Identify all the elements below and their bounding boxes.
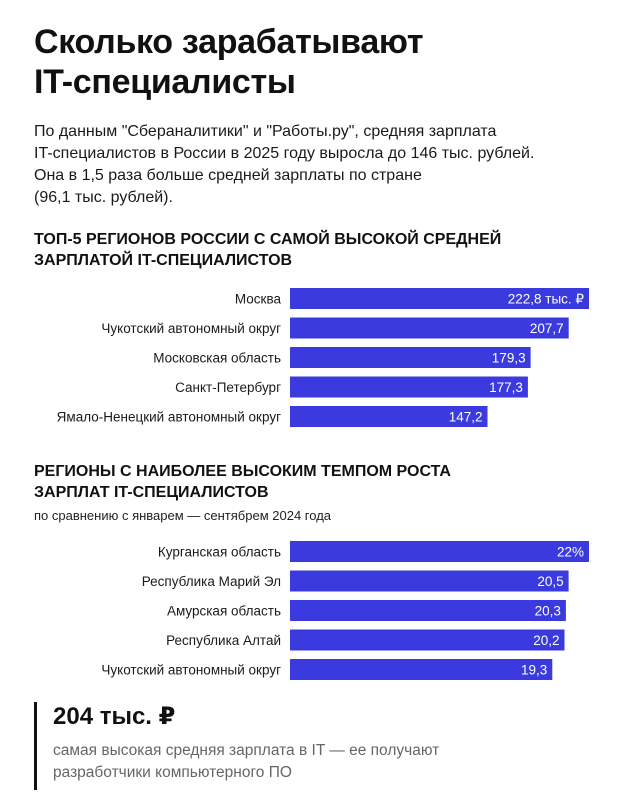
- growth-region-label-2: Республика Марий Эл: [141, 574, 281, 589]
- highlight-line-1: самая высокая средняя зарплата в IT — ее получают: [53, 742, 440, 759]
- top-region-label-4: Санкт-Петербург: [175, 380, 281, 395]
- growth-region-label-4: Республика Алтай: [166, 633, 281, 648]
- growth-regions-chart-subtitle: по сравнению с январем — сентябрем 2024 года: [34, 508, 332, 523]
- top-region-label-5: Ямало-Ненецкий автономный округ: [56, 409, 281, 425]
- highlight-description: [53, 740, 613, 784]
- growth-regions-chart-title: [34, 461, 604, 503]
- page-title-line-2: IT-специалисты: [34, 63, 296, 101]
- growth-region-bar-5: [290, 659, 552, 680]
- top-regions-bar-chart-svg: [0, 286, 624, 436]
- top-region-label-3: Московская область: [153, 350, 281, 366]
- growth-region-bar-1: [290, 541, 589, 562]
- top-region-label-1: Москва: [234, 291, 281, 307]
- top-region-value-5: 147,2: [448, 409, 483, 425]
- growth-region-value-1: 22%: [556, 544, 584, 560]
- growth-region-value-4: 20,2: [533, 633, 560, 648]
- intro-line-2: IT-специалистов в России в 2025 году выросла до 146 тыс. рублей.: [34, 145, 535, 162]
- growth-region-label-1: Курганская область: [157, 544, 281, 560]
- top-region-bar-2: [290, 318, 569, 339]
- growth-region-value-3: 20,3: [534, 603, 561, 619]
- growth-regions-bar-chart: [0, 539, 624, 689]
- growth-region-bar-4: [290, 630, 565, 651]
- top-regions-title-line-2: ЗАРПЛАТОЙ IT-СПЕЦИАЛИСТОВ: [34, 252, 293, 269]
- growth-region-label-5: Чукотский автономный округ: [101, 662, 281, 678]
- highlight-callout: [34, 702, 613, 790]
- top-regions-title-line-1: ТОП-5 РЕГИОНОВ РОССИИ С САМОЙ ВЫСОКОЙ СРЕДНЕЙ: [34, 231, 502, 248]
- intro-line-3: Она в 1,5 раза больше средней зарплаты по стране: [34, 167, 422, 184]
- growth-region-bar-3: [290, 600, 566, 621]
- top-regions-chart-title: [34, 229, 604, 271]
- top-region-value-2: 207,7: [529, 321, 564, 336]
- highlight-line-2: разработчики компьютерного ПО: [53, 764, 292, 781]
- top-region-label-2: Чукотский автономный округ: [101, 321, 281, 336]
- top-region-value-1: 222,8 тыс. ₽: [507, 291, 584, 307]
- growth-region-bar-2: [290, 571, 569, 592]
- page-title-line-1: Сколько зарабатывают: [34, 23, 424, 61]
- top-regions-bar-chart: [0, 286, 624, 436]
- top-region-value-3: 179,3: [491, 350, 526, 366]
- growth-region-label-3: Амурская область: [166, 603, 281, 619]
- growth-regions-title-line-2: ЗАРПЛАТ IT-СПЕЦИАЛИСТОВ: [34, 484, 269, 501]
- growth-regions-title-line-1: РЕГИОНЫ С НАИБОЛЕЕ ВЫСОКИМ ТЕМПОМ РОСТА: [34, 463, 451, 480]
- top-region-value-4: 177,3: [489, 380, 523, 395]
- page-title: [34, 22, 594, 102]
- intro-paragraph: [34, 121, 604, 209]
- highlight-value: 204 тыс. ₽: [53, 703, 176, 730]
- intro-line-1: По данным "Сбераналитики" и "Работы.ру", средняя зарплата: [34, 123, 497, 140]
- growth-region-value-5: 19,3: [521, 662, 548, 678]
- growth-regions-bar-chart-svg: [0, 539, 624, 689]
- growth-region-value-2: 20,5: [537, 574, 564, 589]
- intro-line-4: (96,1 тыс. рублей).: [34, 189, 173, 206]
